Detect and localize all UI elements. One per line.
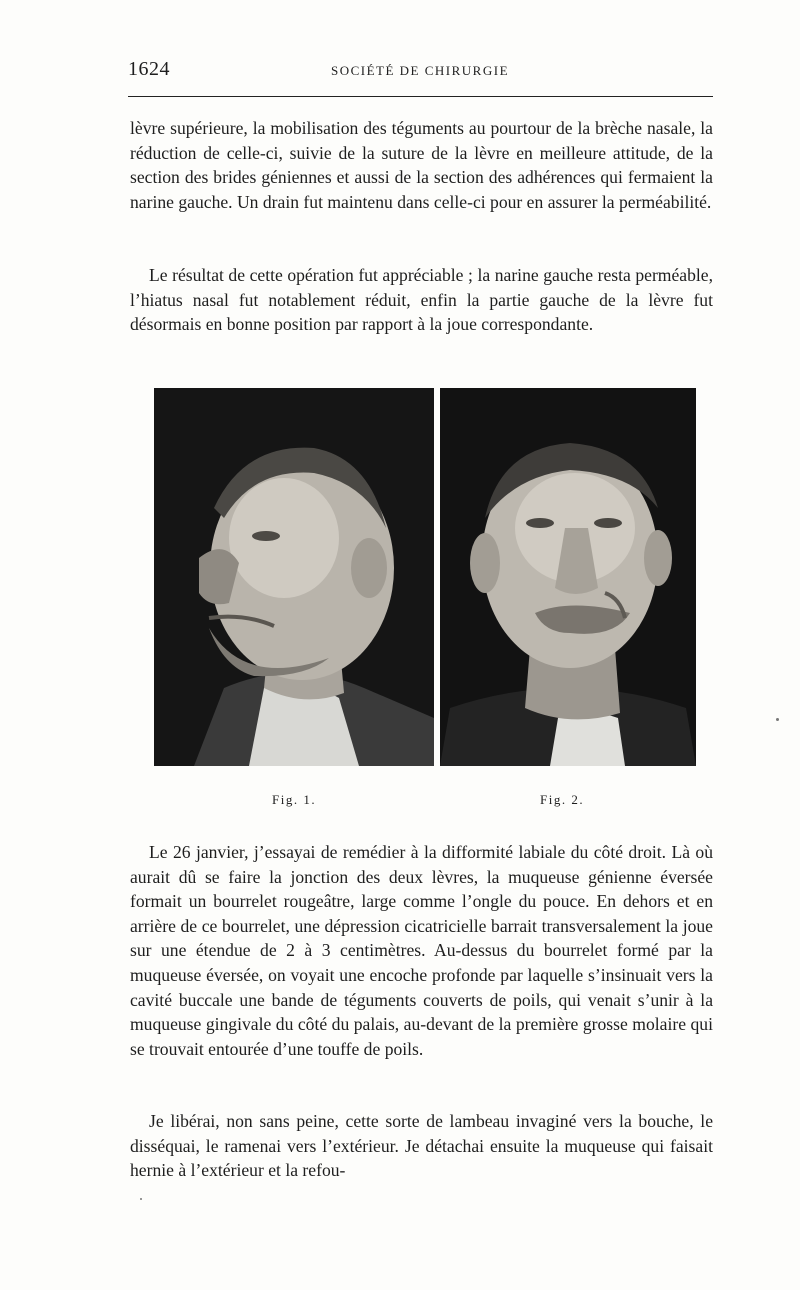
figures [154, 388, 696, 766]
margin-speck [140, 1198, 142, 1200]
paragraph-1: lèvre supérieure, la mobilisation des téguments au pourtour de la brèche nasale, la réduction de celle-ci, suivie de la suture de la lèvre en meilleure attitude, de la section des brides géniennes et aussi de la section des adhérences qui fermaient la narine gauche. Un drain fut maintenu dans celle-ci pour en assurer la perméabilité. [130, 118, 713, 212]
figure-1-photo [154, 388, 434, 766]
figure-2-caption: Fig. 2. [540, 792, 585, 807]
figure-2-photo [440, 388, 696, 766]
header-rule [128, 96, 713, 97]
running-head: SOCIÉTÉ DE CHIRURGIE [330, 63, 510, 78]
margin-speck [776, 718, 779, 721]
paragraph-4: Je libérai, non sans peine, cette sorte de lambeau invaginé vers la bouche, le disséquai, le ramenai vers l’extérieur. Je détachai ensuite la muqueuse qui faisait hernie à l’extérieur et la refou- [130, 1111, 713, 1181]
paragraph-2: Le résultat de cette opération fut appréciable ; la narine gauche resta perméable, l’hiatus nasal fut notablement réduit, enfin la partie gauche de la lèvre fut désormais en bonne position par rapport à la joue correspondante. [130, 265, 713, 335]
figure-1-caption: Fig. 1. [272, 792, 317, 807]
paragraph-3: Le 26 janvier, j’essayai de remédier à la difformité labiale du côté droit. Là où aurait dû se faire la jonction des deux lèvres, la muqueuse génienne éversée formait un bourrelet rougeâtre, large comme l’ongle du pouce. En dehors et en arrière de ce bourrelet, une dépression cicatricielle barrait transversalement la joue sur une étendue de 2 à 3 centimètres. Au-dessus du bourrelet formé par la muqueuse éversée, on voyait une encoche profonde par laquelle s’insinuait vers la cavité buccale une bande de téguments couverts de poils, qui venait s’unir à la muqueuse gingivale du côté du palais, au-devant de la première grosse molaire qui se trouvait entourée d’une touffe de poils. [130, 842, 713, 1059]
page-number: 1624 [128, 58, 170, 80]
